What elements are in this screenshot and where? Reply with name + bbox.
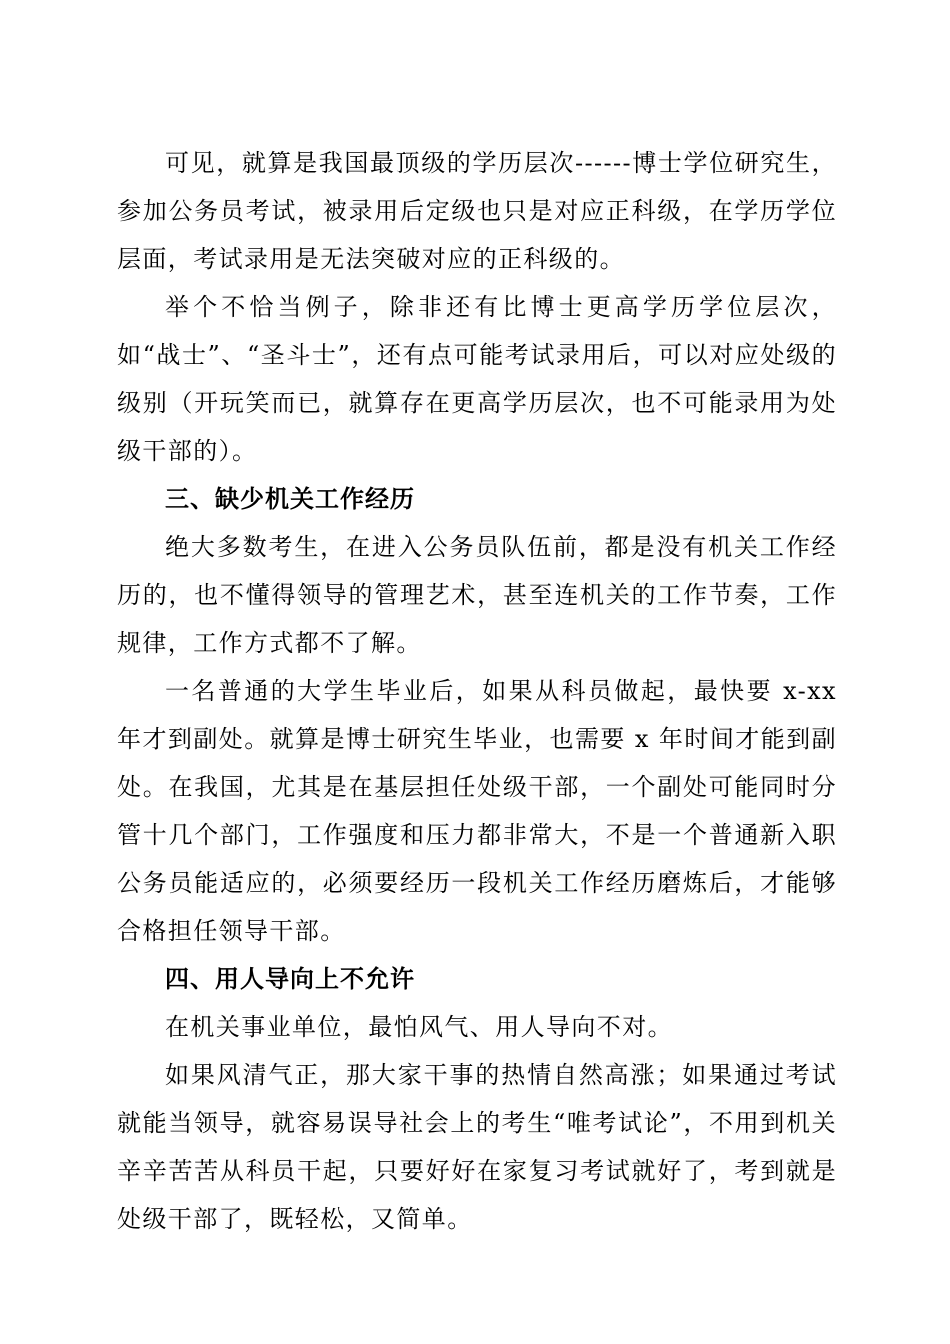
paragraph-promotion-time: 一名普通的大学生毕业后，如果从科员做起，最快要 x-xx年才到副处。就算是博士研究生毕业，也需要 x 年时间才能到副处。在我国，尤其是在基层担任处级干部，一个副处可能同时分管十几个部门，工作强度和压力都非常大，不是一个普通新入职公务员能适应的，必须要经历一段机关工作经历磨炼后，才能够合格担任领导干部。	[117, 677, 837, 945]
section-heading-4: 四、用人导向上不允许	[165, 965, 415, 993]
paragraph-no-experience: 绝大多数考生，在进入公务员队伍前，都是没有机关工作经历的，也不懂得领导的管理艺术，甚至连机关的工作节奏，工作规律，工作方式都不了解。	[117, 533, 837, 657]
paragraph-example-joke: 举个不恰当例子，除非还有比博士更高学历学位层次，如“战士”、“圣斗士”，还有点可能考试录用后，可以对应处级的级别（开玩笑而已，就算存在更高学历层次，也不可能录用为处级干部的）。	[117, 293, 837, 465]
paragraph-exam-only: 如果风清气正，那大家干事的热情自然高涨；如果通过考试就能当领导，就容易误导社会上的考生“唯考试论”，不用到机关辛辛苦苦从科员干起，只要好好在家复习考试就好了，考到就是处级干部了，既轻松，又简单。	[117, 1061, 837, 1233]
paragraph-doctorate-rank: 可见，就算是我国最顶级的学历层次------博士学位研究生，参加公务员考试，被录用后定级也只是对应正科级，在学历学位层面，考试录用是无法突破对应的正科级的。	[117, 149, 837, 273]
section-heading-3: 三、缺少机关工作经历	[165, 485, 415, 513]
document-body	[117, 139, 837, 1243]
paragraph-orientation: 在机关事业单位，最怕风气、用人导向不对。	[165, 1013, 673, 1041]
